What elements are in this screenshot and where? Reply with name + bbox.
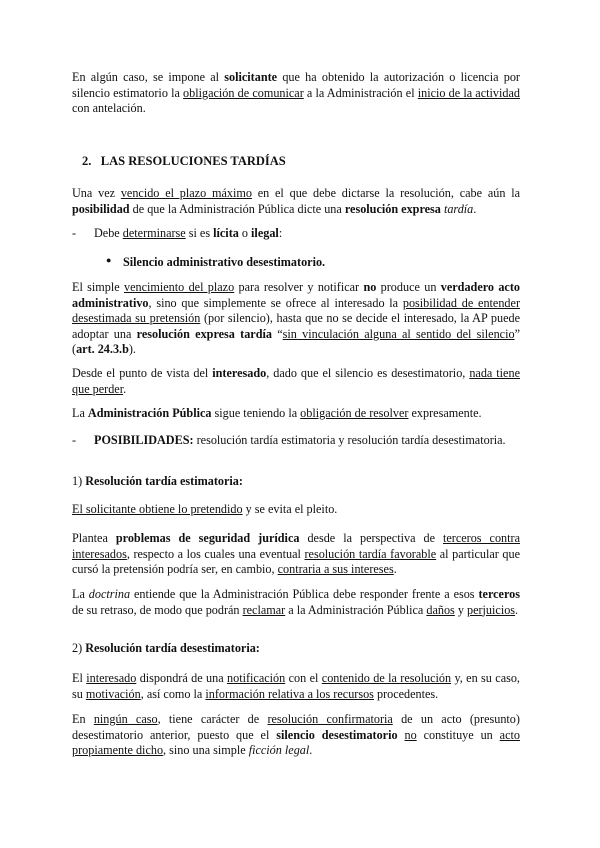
text: . bbox=[515, 602, 519, 617]
dash-marker: - bbox=[72, 226, 77, 240]
text: , así como la bbox=[140, 686, 206, 701]
subheading-number: 1) bbox=[72, 474, 86, 488]
text: y bbox=[454, 602, 467, 617]
subheading-title: Resolución tardía desestimatoria: bbox=[85, 641, 260, 655]
underlined-text: motivación bbox=[85, 686, 141, 701]
text: . bbox=[393, 562, 397, 576]
text: : bbox=[278, 226, 283, 240]
bullet-text: Silencio administrativo desestimatorio. bbox=[123, 255, 326, 269]
dash-marker: - bbox=[72, 433, 77, 447]
underlined-text: nada tiene que perder bbox=[72, 366, 520, 396]
underlined-text: vencido el plazo máximo bbox=[120, 186, 252, 200]
bold-text: terceros bbox=[478, 587, 520, 601]
paragraph-interesado bbox=[72, 366, 520, 397]
underlined-text: obligación de resolver bbox=[300, 406, 409, 420]
bold-text: silencio desestimatorio bbox=[276, 727, 398, 742]
text: entiende que la Administración Pública debe responder frente a esos bbox=[130, 587, 479, 601]
paragraph-vencido-plazo bbox=[72, 186, 520, 217]
text: constituye un bbox=[416, 727, 500, 742]
text: a la Administración el bbox=[303, 85, 418, 100]
text: si es bbox=[185, 226, 214, 240]
text: de que la Administración Pública dicte una bbox=[129, 201, 345, 216]
underlined-text: ningún caso bbox=[93, 712, 158, 726]
underlined-text: perjuicios bbox=[466, 602, 516, 617]
bullet-icon: ● bbox=[106, 255, 112, 265]
text: de su retraso, de modo que podrán bbox=[72, 602, 243, 617]
text: dispondrá de una bbox=[136, 671, 228, 685]
italic-text: ficción legal bbox=[248, 743, 310, 757]
bold-text: resolución expresa tardía bbox=[136, 326, 272, 341]
text: , tiene carácter de bbox=[157, 712, 268, 726]
underlined-text: vencimiento del plazo bbox=[124, 280, 235, 294]
underlined-text: obligación de comunicar bbox=[183, 85, 304, 100]
underlined-text: resolución confirmatoria bbox=[267, 712, 393, 726]
text: y se evita el pleito. bbox=[242, 502, 338, 516]
text: , respecto a los cuales una eventual bbox=[126, 546, 305, 561]
paragraph-solicitante bbox=[72, 502, 520, 518]
section-heading bbox=[82, 154, 522, 170]
subheading-number: 2) bbox=[72, 641, 86, 655]
underlined-text: interesado bbox=[86, 671, 137, 685]
underlined-text: no bbox=[404, 727, 417, 742]
bold-text: problemas de seguridad jurídica bbox=[115, 531, 300, 545]
text: con el bbox=[285, 671, 322, 685]
text: desde la perspectiva de bbox=[299, 531, 443, 545]
text: . bbox=[123, 381, 127, 396]
bold-text: lícita bbox=[213, 226, 239, 240]
dash-text bbox=[94, 226, 282, 242]
underlined-text: daños bbox=[426, 602, 455, 617]
underlined-text: información relativa a los recursos bbox=[205, 686, 374, 701]
italic-text: tardía bbox=[443, 201, 474, 216]
text: La bbox=[72, 406, 88, 420]
bold-text: interesado bbox=[212, 366, 267, 380]
text: con antelación. bbox=[72, 101, 146, 115]
bold-text: POSIBILIDADES: bbox=[94, 433, 194, 447]
bold-text: resolución expresa bbox=[344, 201, 441, 216]
dash-text bbox=[94, 433, 506, 449]
text: ” ( bbox=[72, 326, 520, 356]
subheading-estimatoria bbox=[72, 474, 520, 490]
text: “ bbox=[271, 326, 283, 341]
section-number: 2. bbox=[82, 154, 92, 168]
bold-text: verdadero acto administrativo bbox=[72, 280, 520, 310]
text: resolución tardía estimatoria y resolución tardía desestimatoria. bbox=[193, 433, 506, 447]
bold-text: Administración Pública bbox=[87, 406, 212, 420]
dash-item-determinarse bbox=[72, 226, 520, 242]
underlined-text: contraria a sus intereses bbox=[277, 562, 394, 576]
bold-text: art. 24.3.b bbox=[76, 342, 129, 356]
underlined-text: sin vinculación alguna al sentido del silencio bbox=[282, 326, 515, 341]
underlined-text: inicio de la actividad bbox=[417, 85, 520, 100]
underlined-text: terceros contra interesados bbox=[72, 531, 520, 561]
text: procedentes. bbox=[373, 686, 439, 701]
text: o bbox=[238, 226, 252, 240]
dash-item-posibilidades bbox=[72, 433, 520, 449]
text: El simple bbox=[72, 280, 124, 294]
underlined-text: reclamar bbox=[242, 602, 286, 617]
text: Una vez bbox=[72, 186, 121, 200]
underlined-text: resolución tardía favorable bbox=[304, 546, 437, 561]
subheading-title: Resolución tardía estimatoria: bbox=[85, 474, 243, 488]
section-title: LAS RESOLUCIONES TARDÍAS bbox=[100, 154, 286, 168]
text: (por silencio), hasta que no se decide el interesado, la AP puede adoptar una bbox=[72, 311, 520, 341]
text: . bbox=[309, 743, 313, 757]
text: , sino una simple bbox=[163, 743, 249, 757]
text: produce un bbox=[376, 280, 441, 294]
text: de un acto (presunto) desestimatorio anterior, puesto que el bbox=[72, 712, 520, 742]
underlined-text: determinarse bbox=[122, 226, 186, 240]
text: sigue teniendo la bbox=[211, 406, 301, 420]
underlined-text: notificación bbox=[227, 671, 286, 685]
text: ). bbox=[128, 342, 136, 356]
text: que ha obtenido la autorización o licencia por silencio estimatorio la bbox=[72, 70, 520, 100]
paragraph-notificacion bbox=[72, 671, 520, 702]
text: El bbox=[72, 671, 87, 685]
text: y, en su caso, su bbox=[72, 671, 520, 701]
bullet-silencio-desestimatorio bbox=[106, 255, 520, 270]
paragraph-administracion bbox=[72, 406, 520, 422]
text: Plantea bbox=[72, 531, 116, 545]
subheading-desestimatoria bbox=[72, 641, 520, 657]
paragraph-comunicacion bbox=[72, 70, 520, 117]
text: En algún caso, se impone al bbox=[72, 70, 225, 84]
text: expresamente. bbox=[408, 406, 482, 420]
text: , dado que el silencio es desestimatorio, bbox=[266, 366, 470, 380]
paragraph-simple-vencimiento bbox=[72, 280, 520, 358]
underlined-text: acto propiamente dicho bbox=[72, 727, 520, 757]
text: Debe bbox=[94, 226, 123, 240]
text: para resolver y notificar bbox=[234, 280, 364, 294]
bold-text: no bbox=[363, 280, 377, 294]
paragraph-seguridad-juridica bbox=[72, 531, 520, 578]
text: al particular que cursó la pretensión podría ser, en cambio, bbox=[72, 546, 520, 576]
paragraph-ningun-caso bbox=[72, 712, 520, 759]
italic-text: doctrina bbox=[88, 587, 131, 601]
underlined-text: contenido de la resolución bbox=[321, 671, 452, 685]
text: Desde el punto de vista del bbox=[72, 366, 213, 380]
bold-text: solicitante bbox=[224, 70, 278, 84]
paragraph-doctrina bbox=[72, 587, 520, 618]
underlined-text: El solicitante obtiene lo pretendido bbox=[72, 502, 243, 516]
text: La bbox=[72, 587, 89, 601]
text: , sino que simplemente se ofrece al interesado la bbox=[148, 295, 403, 310]
text: en el que debe dictarse la resolución, cabe aún la bbox=[251, 186, 521, 200]
bold-text: posibilidad bbox=[72, 201, 130, 216]
text: En bbox=[72, 712, 94, 726]
text: . bbox=[473, 201, 477, 216]
bold-text: ilegal bbox=[251, 226, 279, 240]
text: a la Administración Pública bbox=[285, 602, 427, 617]
underlined-text: posibilidad de entender desestimada su pretensión bbox=[72, 295, 520, 325]
